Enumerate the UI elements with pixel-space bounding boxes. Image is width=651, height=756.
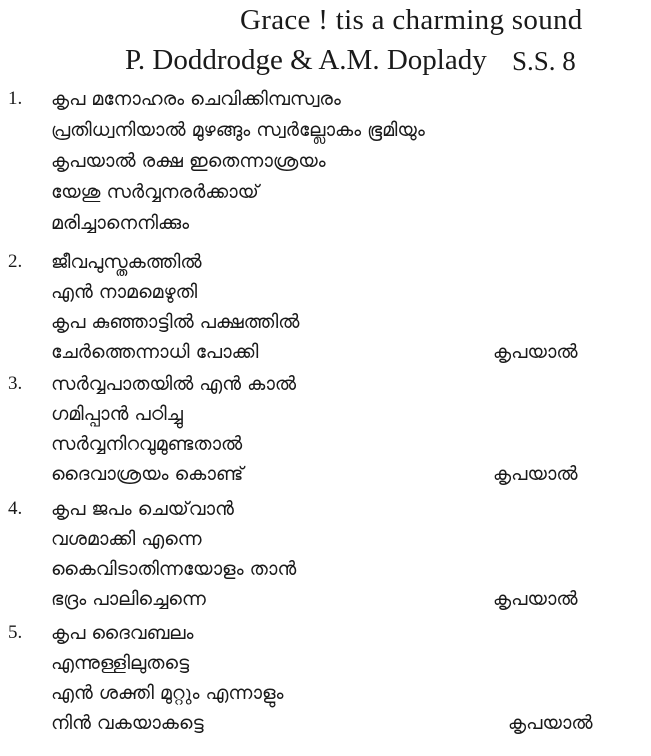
verse-number: 1.: [8, 88, 23, 109]
refrain-label: കൃപയാൽ: [493, 463, 578, 485]
verse-number: 3.: [8, 373, 23, 394]
verse-line: ചേർത്തെന്നാധി പോക്കി: [51, 341, 259, 363]
verse-line: കൃപ കുഞ്ഞാട്ടിൽ പക്ഷത്തിൽ: [51, 311, 300, 333]
verse-line: ഭദ്രം പാലിച്ചെന്നെ: [51, 588, 206, 610]
verse-line: നിൻ വകയാകട്ടെ: [51, 712, 204, 734]
verse-line: വശമാക്കി എന്നെ: [51, 528, 202, 550]
verse-line: കൃപ ദൈവബലം: [51, 622, 194, 644]
refrain-label: കൃപയാൽ: [508, 712, 593, 734]
verse-line: സർവ്വനിറവുമുണ്ടതാൽ: [51, 433, 243, 455]
verse-line: എന്നുള്ളിലുതട്ടെ: [51, 652, 190, 674]
hymn-title: Grace ! tis a charming sound: [240, 4, 583, 36]
verse-line: കൃപ മനോഹരം ചെവിക്കിമ്പസ്വരം: [51, 88, 341, 110]
verse-number: 4.: [8, 498, 23, 519]
verse-line: ജീവപുസ്തകത്തിൽ: [51, 251, 202, 273]
verse-line: കൃപ ജപം ചെയ്‌വാൻ: [51, 498, 234, 520]
verse-line: സർവ്വപാതയിൽ എൻ കാൽ: [51, 373, 297, 395]
verse-number: 5.: [8, 622, 23, 643]
verse-line: കൃപയാൽ രക്ഷ ഇതെന്നാശ്രയം: [51, 150, 326, 172]
verse-line: പ്രതിധ്വനിയാൽ മുഴങ്ങും സ്വർല്ലോകം ഭൂമിയും: [51, 119, 425, 141]
hymn-reference: S.S. 8: [512, 46, 576, 76]
verse-line: എൻ ശക്തി മുറ്റും എന്നാളും: [51, 682, 284, 704]
verse-line: ഗമിപ്പാൻ പഠിച്ചു: [51, 403, 183, 425]
refrain-label: കൃപയാൽ: [493, 341, 578, 363]
verse-line: മരിച്ചാനെനിക്കും: [51, 212, 190, 234]
verse-line: എൻ നാമമെഴുതി: [51, 281, 198, 303]
verse-line: ദൈവാശ്രയം കൊണ്ട്: [51, 463, 244, 485]
hymn-authors: P. Doddrodge & A.M. Doplady: [125, 44, 487, 76]
verse-line: യേശു സർവ്വനരർക്കായ്: [51, 181, 259, 203]
refrain-label: കൃപയാൽ: [493, 588, 578, 610]
verse-number: 2.: [8, 251, 23, 272]
verse-line: കൈവിടാതിന്നയോളം താൻ: [51, 558, 297, 580]
